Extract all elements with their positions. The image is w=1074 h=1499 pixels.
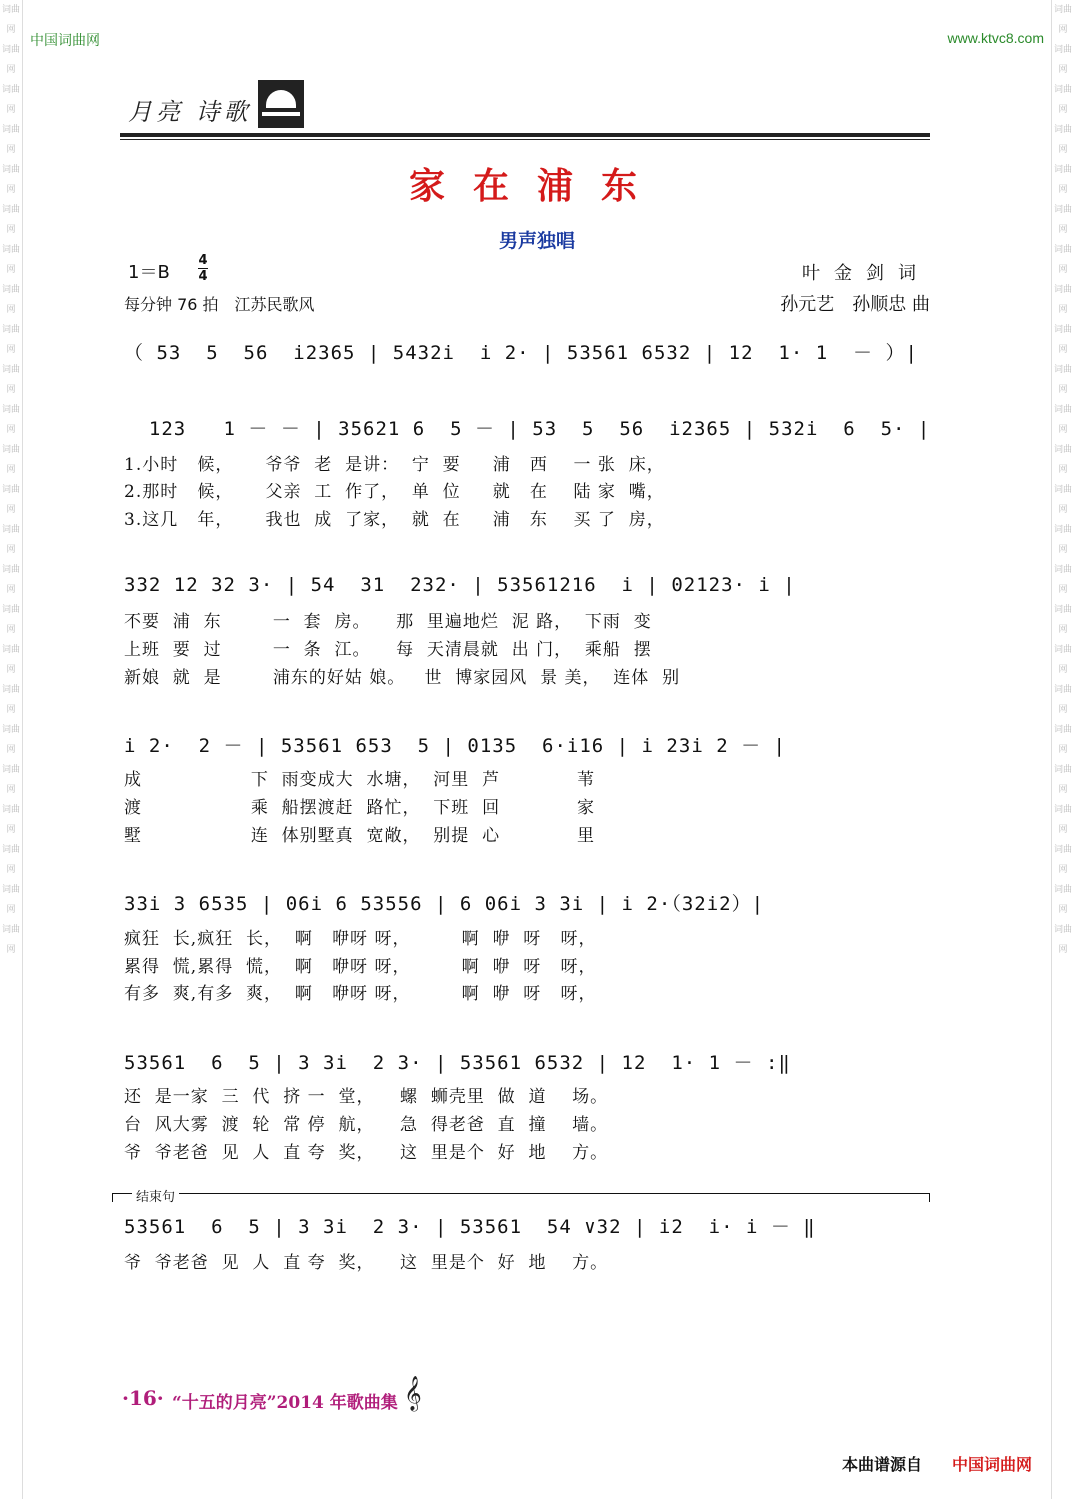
system-5-lyric-3: 爷 爷老爸 见 人 直 夸 奖， 这 里是个 好 地 方。 — [124, 1143, 609, 1163]
site-url-right[interactable]: www.ktvc8.com — [947, 30, 1044, 46]
ending-bracket — [112, 1193, 930, 1202]
system-5-lyric-1: 还 是一家 三 代 挤 一 堂， 螺 蛳壳里 做 道 场。 — [124, 1087, 609, 1107]
header-rule — [120, 133, 930, 137]
system-1-notes: 123 1 － － | 35621 6 5 － | 53 5 56 i2365 | 532i 6 5· | — [124, 418, 931, 440]
site-name-left[interactable]: 中国词曲网 — [30, 32, 100, 48]
system-2-lyric-3: 新娘 就 是 浦东的好姑 娘。 世 博家园风 景 美， 连体 别 — [124, 668, 681, 688]
ending-notes: 53561 6 5 | 3 3i 2 3· | 53561 54 ∨32 | i2 i· i － ‖ — [124, 1216, 816, 1238]
watermark-right-rule — [1051, 0, 1052, 1499]
watermark-left: 词曲网 词曲网 词曲网 词曲网 词曲网 词曲网 词曲网 词曲网 词曲网 词曲网 词曲网 词曲网 词曲网 词曲网 词曲网 词曲网 词曲网 词曲网 词曲网 词曲网 词曲网 词曲网 词曲网 词曲网 — [2, 5, 21, 955]
lyricist: 叶金剑词 — [802, 263, 930, 284]
system-4-lyric-3: 有多 爽,有多 爽， 啊 咿呀 呀， 啊 咿 呀 呀， — [124, 984, 597, 1004]
composer: 孙元艺 孙顺忠 曲 — [780, 294, 930, 315]
time-signature-top: 4 — [198, 253, 208, 268]
system-3-notes: i 2· 2 － | 53561 653 5 | 0135 6·i16 | i 23i 2 － | — [124, 735, 786, 757]
system-2-lyric-1: 不要 浦 东 一 套 房。 那 里遍地烂 泥 路， 下雨 变 — [124, 612, 652, 632]
tempo-style: 每分钟 76 拍 江苏民歌风 — [124, 295, 315, 314]
ending-lyric: 爷 爷老爸 见 人 直 夸 奖， 这 里是个 好 地 方。 — [124, 1253, 609, 1273]
system-2-lyric-2: 上班 要 过 一 条 江。 每 天清晨就 出 门， 乘船 摆 — [124, 640, 652, 660]
ending-label: 结束句 — [132, 1186, 179, 1205]
song-title: 家在浦东 — [408, 165, 665, 207]
system-2-notes: 332 12 32 3· | 54 31 232· | 53561216 i | 02123· i | — [124, 574, 796, 596]
system-4-lyric-1: 疯狂 长,疯狂 长， 啊 咿呀 呀， 啊 咿 呀 呀， — [124, 929, 597, 949]
system-3-lyric-3: 墅 连 体别墅真 宽敞， 别提 心 里 — [124, 826, 595, 846]
brand-text: 月亮 诗歌 — [128, 98, 252, 126]
source-label: 本曲谱源自 — [842, 1455, 923, 1474]
header-rule-thin — [120, 139, 930, 140]
system-3-lyric-2: 渡 乘 船摆渡赶 路忙， 下班 回 家 — [124, 798, 595, 818]
key-signature: 1＝B — [128, 262, 170, 283]
time-signature — [198, 254, 208, 283]
song-subtitle: 男声独唱 — [498, 230, 575, 252]
source-site-link[interactable]: 中国词曲网 — [952, 1455, 1033, 1474]
system-1-lyric-2: 2.那时 候， 父亲 工 作了， 单 位 就 在 陆 家 嘴， — [124, 482, 665, 502]
watermark-left-rule — [22, 0, 23, 1499]
collection-title: “十五的月亮”2014 年歌曲集 — [172, 1393, 398, 1413]
intro-notes: （ 53 5 56 i2365 | 5432i i 2· | 53561 6532 | 12 1· 1 － ）| — [124, 342, 918, 364]
system-5-notes: 53561 6 5 | 3 3i 2 3· | 53561 6532 | 12 1· 1 － :‖ — [124, 1052, 791, 1074]
moon-logo-icon — [258, 80, 304, 128]
treble-clef-icon: 𝄞 — [404, 1376, 422, 1411]
system-5-lyric-2: 台 风大雾 渡 轮 常 停 航， 急 得老爸 直 撞 墙。 — [124, 1115, 609, 1135]
system-3-lyric-1: 成 下 雨变成大 水塘， 河里 芦 苇 — [124, 770, 595, 790]
time-signature-bottom: 4 — [198, 269, 208, 284]
watermark-right: 词曲网 词曲网 词曲网 词曲网 词曲网 词曲网 词曲网 词曲网 词曲网 词曲网 词曲网 词曲网 词曲网 词曲网 词曲网 词曲网 词曲网 词曲网 词曲网 词曲网 词曲网 词曲网 词曲网 词曲网 — [1054, 5, 1073, 955]
system-4-notes: 33i 3 6535 | 06i 6 53556 | 6 06i 3 3i | i 2·（32i2）| — [124, 893, 765, 915]
system-1-lyric-3: 3.这几 年， 我也 成 了家， 就 在 浦 东 买 了 房， — [124, 510, 665, 530]
system-4-lyric-2: 累得 慌,累得 慌， 啊 咿呀 呀， 啊 咿 呀 呀， — [124, 957, 597, 977]
page-number: ·16· — [122, 1386, 164, 1410]
system-1-lyric-1: 1.小时 候， 爷爷 老 是讲： 宁 要 浦 西 一 张 床， — [124, 455, 665, 475]
